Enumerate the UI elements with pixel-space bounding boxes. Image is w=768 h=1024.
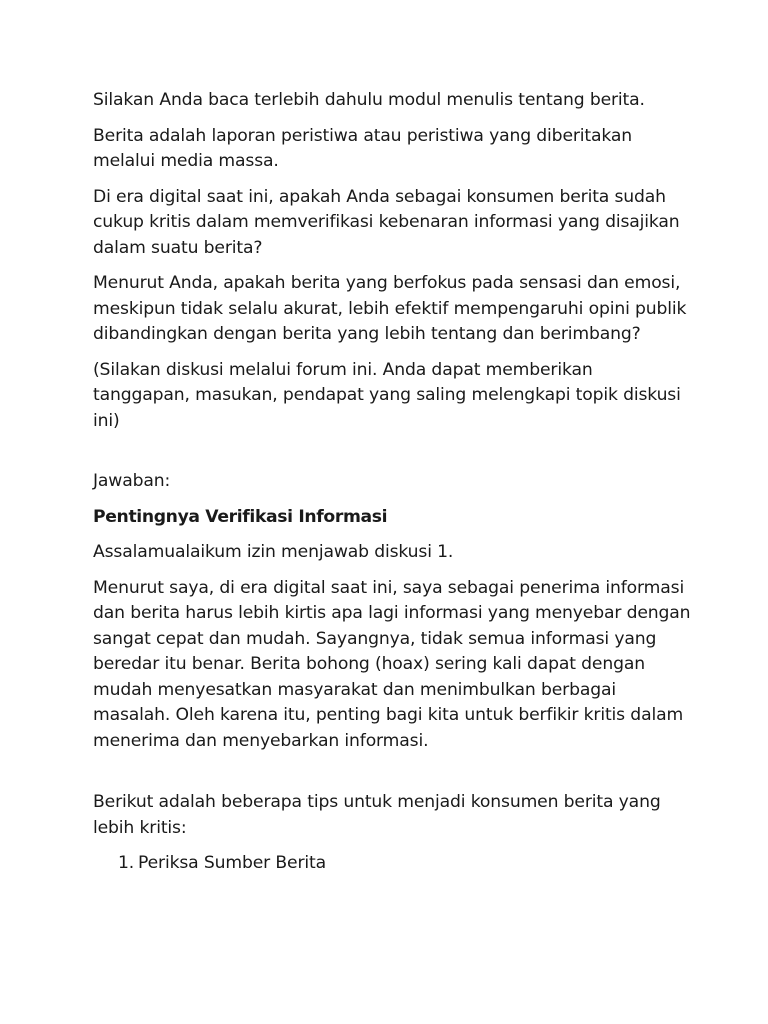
answer-label: Jawaban: [93, 471, 171, 491]
tips-list [93, 851, 693, 877]
list-item [93, 851, 693, 877]
intro-paragraph-question-1: Di era digital saat ini, apakah Anda sebagai konsumen berita sudah cukup kritis dalam memverifikasi kebenaran informasi yang disajikan dalam suatu berita? [93, 186, 680, 258]
intro-paragraph-instruction: Silakan Anda baca terlebih dahulu modul menulis tentang berita. [93, 90, 645, 110]
intro-paragraph-discussion-note: (Silakan diskusi melalui forum ini. Anda dapat memberikan tanggapan, masukan, pendapat yang saling melengkapi topik diskusi ini) [93, 359, 681, 431]
answer-heading: Pentingnya Verifikasi Informasi [93, 506, 388, 527]
tips-intro-paragraph: Berikut adalah beberapa tips untuk menjadi konsumen berita yang lebih kritis: [93, 792, 661, 838]
greeting-paragraph: Assalamualaikum izin menjawab diskusi 1. [93, 542, 454, 562]
list-item-number: 1. [118, 853, 135, 873]
answer-body-paragraph: Menurut saya, di era digital saat ini, saya sebagai penerima informasi dan berita harus lebih kirtis apa lagi informasi yang menyebar dengan sangat cepat dan mudah. Sayangnya, tidak semua informasi yang beredar itu benar. Berita bohong (hoax) sering kali dapat dengan mudah menyesatkan masyarakat dan menimbulkan berbagai masalah. Oleh karena itu, penting bagi kita untuk berfikir kritis dalam menerima dan menyebarkan informasi. [93, 577, 691, 751]
intro-paragraph-definition: Berita adalah laporan peristiwa atau peristiwa yang diberitakan melalui media massa. [93, 125, 633, 171]
document-page [93, 88, 693, 877]
list-item-text: Periksa Sumber Berita [138, 853, 326, 873]
intro-paragraph-question-2: Menurut Anda, apakah berita yang berfokus pada sensasi dan emosi, meskipun tidak selalu akurat, lebih efektif mempengaruhi opini publik dibandingkan dengan berita yang lebih tentang dan berimbang? [93, 273, 687, 344]
